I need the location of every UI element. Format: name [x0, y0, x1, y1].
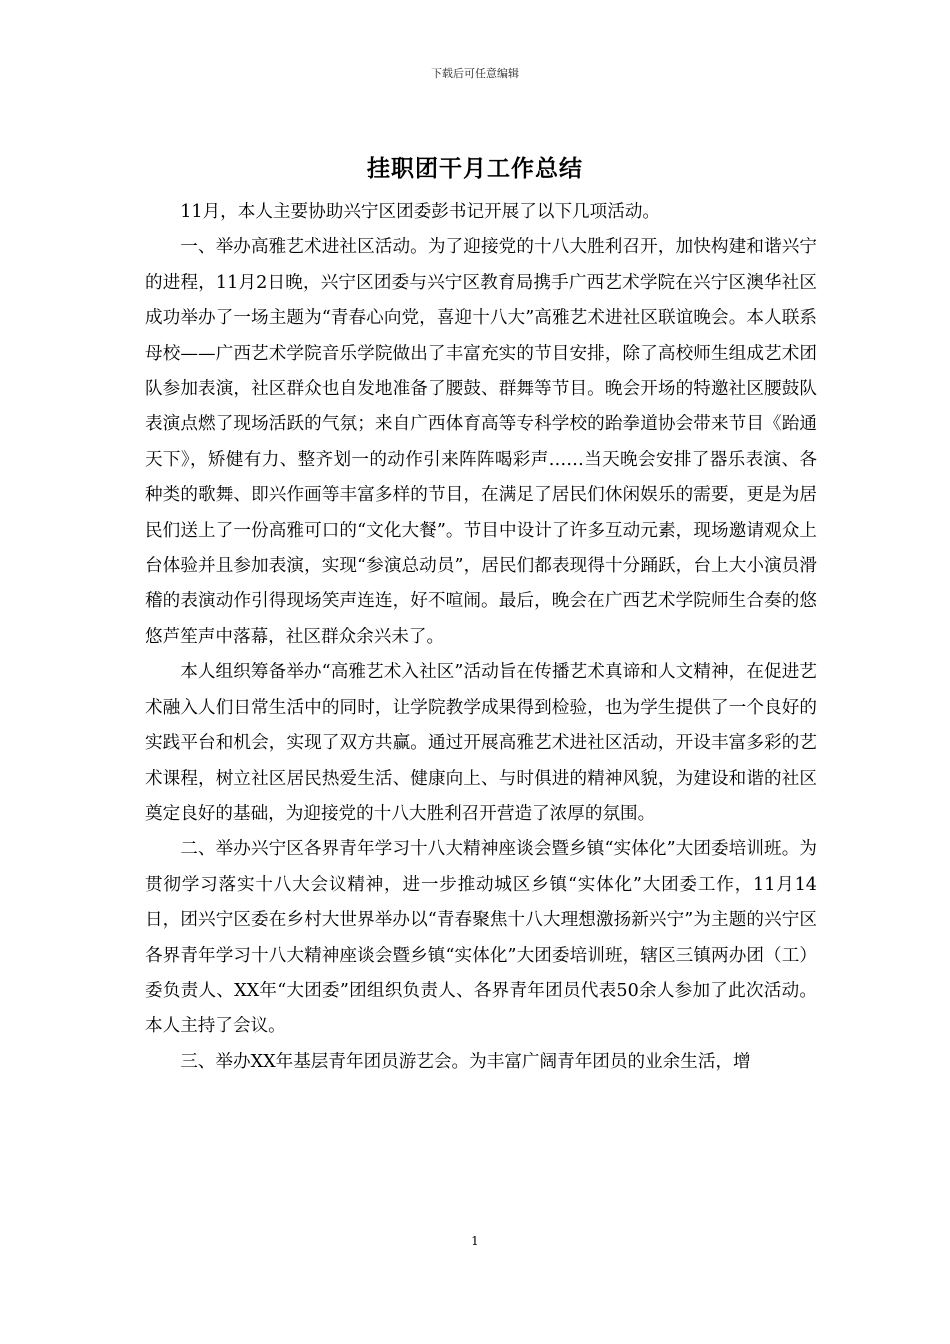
- paragraph-section-one-summary: 本人组织筹备举办“高雅艺术入社区”活动旨在传播艺术真谛和人文精神，在促进艺术融入人们日常生活中的同时，让学院教学成果得到检验，也为学生提供了一个良好的实践平台和机会，实现了双方共赢。通过开展高雅艺术进社区活动，开设丰富多彩的艺术课程，树立社区居民热爱生活、健康向上、与时俱进的精神风貌，为建设和谐的社区奠定良好的基础，为迎接党的十八大胜利召开营造了浓厚的氛围。: [145, 662, 817, 824]
- paragraph-section-three: 三、举办XX年基层青年团员游艺会。为丰富广阔青年团员的业余生活，增: [180, 1051, 751, 1072]
- document-body: [145, 195, 817, 1080]
- paragraph-section-one: 一、举办高雅艺术进社区活动。为了迎接党的十八大胜利召开，加快构建和谐兴宁的进程，11月2日晚，兴宁区团委与兴宁区教育局携手广西艺术学院在兴宁区澳华社区成功举办了一场主题为“青春心向党，喜迎十八大”高雅艺术进社区联谊晚会。本人联系母校——广西艺术学院音乐学院做出了丰富充实的节目安排，除了高校师生组成艺术团队参加表演，社区群众也自发地准备了腰鼓、群舞等节目。晚会开场的特邀社区腰鼓队表演点燃了现场活跃的气氛；来自广西体育高等专科学校的跆拳道协会带来节目《跆通天下》，矫健有力、整齐划一的动作引来阵阵喝彩声……当天晚会安排了器乐表演、各种类的歌舞、即兴作画等丰富多样的节目，在满足了居民们休闲娱乐的需要，更是为居民们送上了一份高雅可口的“文化大餐”。节目中设计了许多互动元素，现场邀请观众上台体验并且参加表演，实现“参演总动员”，居民们都表现得十分踊跃，台上大小演员滑稽的表演动作引得现场笑声连连，好不喧闹。最后，晚会在广西艺术学院师生合奏的悠悠芦笙声中落幕，社区群众余兴未了。: [145, 237, 817, 647]
- paragraph-section-two: 二、举办兴宁区各界青年学习十八大精神座谈会暨乡镇“实体化”大团委培训班。为贯彻学习落实十八大会议精神，进一步推动城区乡镇“实体化”大团委工作，11月14日，团兴宁区委在乡村大世界举办以“青春聚焦十八大理想激扬新兴宁”为主题的兴宁区各界青年学习十八大精神座谈会暨乡镇“实体化”大团委培训班，辖区三镇两办团（工）委负责人、XX年“大团委”团组织负责人、各界青年团员代表50余人参加了此次活动。本人主持了会议。: [145, 839, 817, 1037]
- paragraph-intro: 11月，本人主要协助兴宁区团委彭书记开展了以下几项活动。: [180, 202, 661, 222]
- page-header-note: 下载后可任意编辑: [431, 67, 519, 80]
- document-title: 挂职团干月工作总结: [367, 155, 583, 182]
- page-number: 1: [471, 1234, 479, 1248]
